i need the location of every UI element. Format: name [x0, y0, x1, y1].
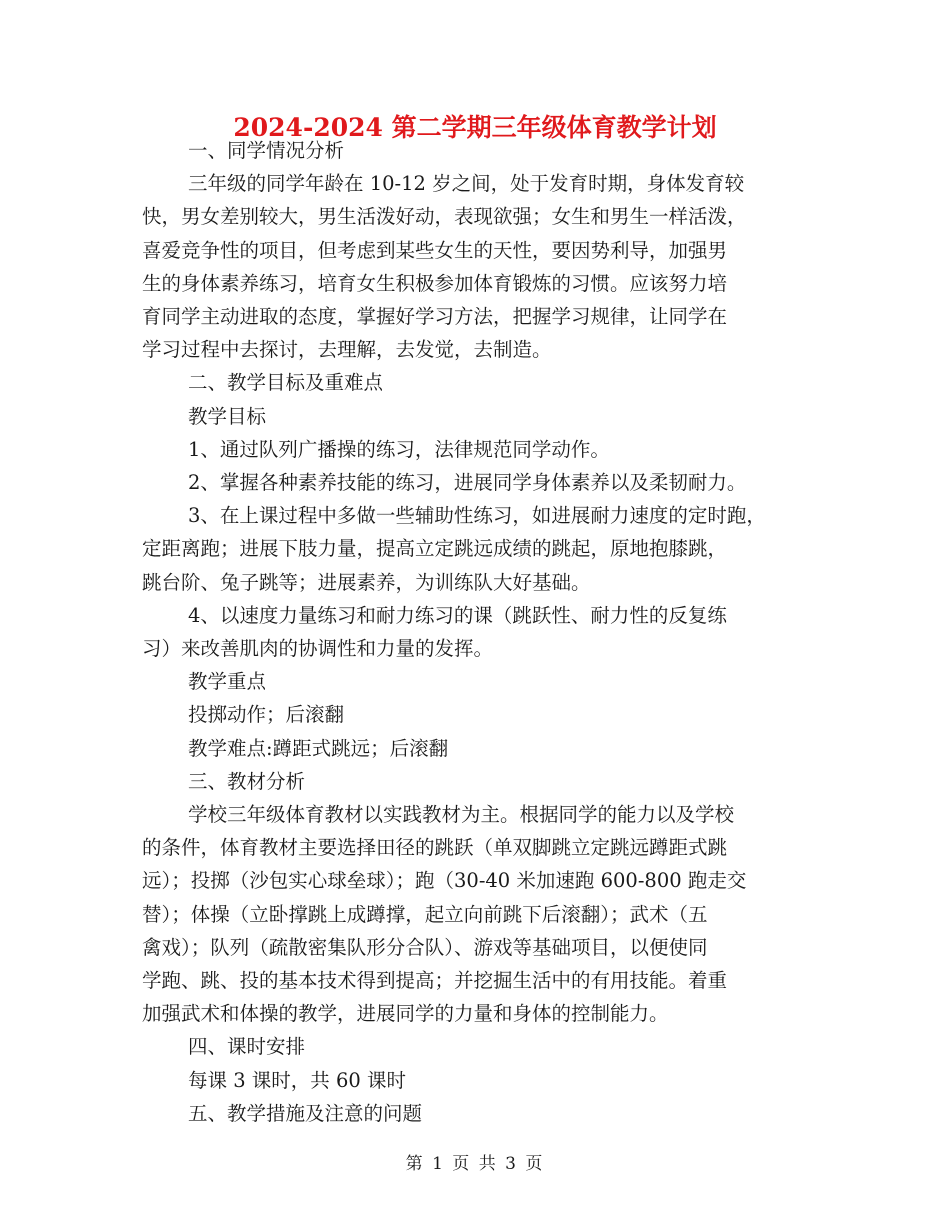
paragraph-line: 学校三年级体育教材以实践教材为主。根据同学的能力以及学校	[188, 803, 735, 827]
document-body	[142, 134, 822, 1130]
page-footer: 第 1 页 共 3 页	[405, 1154, 545, 1174]
paragraph-line: 3、在上课过程中多做一些辅助性练习，如进展耐力速度的定时跑，	[188, 504, 766, 528]
paragraph-line: 远）；投掷（沙包实心球垒球）；跑（30-40 米加速跑 600-800 跑走交	[142, 869, 747, 893]
paragraph-line: 教学难点:蹲距式跳远；后滚翻	[188, 736, 449, 760]
paragraph-line: 三年级的同学年龄在 10-12 岁之间，处于发育时期，身体发育较	[188, 172, 745, 196]
paragraph-line: 教学重点	[188, 670, 267, 694]
paragraph-line: 五、教学措施及注意的问题	[188, 1101, 423, 1125]
paragraph-line: 投掷动作；后滚翻	[188, 703, 345, 727]
paragraph-line: 生的身体素养练习，培育女生积极参加体育锻炼的习惯。应该努力培	[142, 271, 728, 295]
paragraph-line: 四、课时安排	[188, 1035, 306, 1059]
paragraph-line: 的条件，体育教材主要选择田径的跳跃（单双脚跳立定跳远蹲距式跳	[142, 836, 728, 860]
paragraph-line: 三、教材分析	[188, 769, 306, 793]
paragraph-line: 一、同学情况分析	[188, 139, 345, 162]
paragraph-line: 4、以速度力量练习和耐力练习的课（跳跃性、耐力性的反复练	[188, 603, 727, 627]
paragraph-line: 喜爱竞争性的项目，但考虑到某些女生的天性，要因势利导，加强男	[142, 238, 728, 262]
paragraph-line: 学习过程中去探讨，去理解，去发觉，去制造。	[142, 338, 552, 362]
paragraph-line: 加强武术和体操的教学，进展同学的力量和身体的控制能力。	[142, 1002, 669, 1026]
paragraph-line: 快，男女差别较大，男生活泼好动，表现欲强；女生和男生一样活泼，	[142, 205, 747, 229]
paragraph-line: 习）来改善肌肉的协调性和力量的发挥。	[142, 637, 494, 661]
paragraph-line: 二、教学目标及重难点	[188, 371, 384, 395]
paragraph-line: 教学目标	[188, 404, 267, 428]
paragraph-line: 禽戏）；队列（疏散密集队形分合队）、游戏等基础项目，以便使同	[142, 935, 708, 959]
paragraph-line: 2、掌握各种素养技能的练习，进展同学身体素养以及柔韧耐力。	[188, 471, 747, 495]
paragraph-line: 育同学主动进取的态度，掌握好学习方法，把握学习规律，让同学在	[142, 305, 728, 329]
paragraph-line: 1、通过队列广播操的练习，法律规范同学动作。	[188, 437, 610, 461]
paragraph-line: 定距离跑；进展下肢力量，提高立定跳远成绩的跳起，原地抱膝跳，	[142, 537, 728, 561]
paragraph-line: 学跑、跳、投的基本技术得到提高；并挖掘生活中的有用技能。着重	[142, 969, 728, 993]
paragraph-line: 替）；体操（立卧撑跳上成蹲撑，起立向前跳下后滚翻）；武术（五	[142, 902, 708, 926]
paragraph-line: 每课 3 课时，共 60 课时	[188, 1068, 407, 1092]
document-title: 2024-2024 第二学期三年级体育教学计划	[233, 113, 717, 142]
paragraph-line: 跳台阶、兔子跳等；进展素养，为训练队大好基础。	[142, 570, 591, 594]
